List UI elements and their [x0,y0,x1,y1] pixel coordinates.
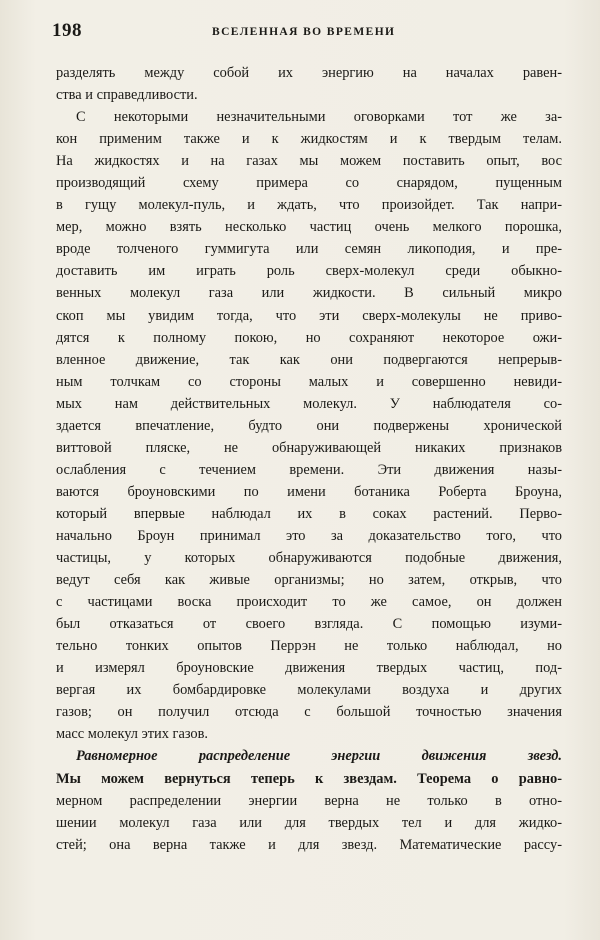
subheading-line [56,745,562,767]
running-title: ВСЕЛЕННАЯ ВО ВРЕМЕНИ [212,26,396,38]
text-line: был отказаться от своего взгляда. С помощью изуми- [56,616,562,633]
text-line: мер, можно взять несколько частиц очень мелкого порошка, [56,219,562,236]
text-line: венных молекул газа или жидкости. В сильный микро [56,285,562,302]
subheading-title: Равномерное распределение энергии движения звезд. [76,748,562,765]
text-line: кон применим также и к жидкостям и к твердым телам. [56,131,562,148]
text-line: частицы, у которых обнаруживаются подобные движения, [56,550,562,567]
text-line: скоп мы увидим тогда, что эти сверх-молекулы не приво- [56,307,562,324]
text-line: На жидкостях и на газах мы можем поставить опыт, вос [56,153,562,170]
body-text [56,62,562,856]
text-line: ваются броуновскими по имени ботаника Роберта Броуна, [56,483,562,500]
text-line: с частицами воска происходит то же самое, он должен [56,594,562,611]
text-line: виттовой пляске, не обнаруживающей никаких признаков [56,439,562,456]
text-line: ства и справедливости. [56,87,198,104]
text-line: тельно тонких опытов Перрэн не только наблюдал, но [56,638,562,655]
text-line: доставить им играть роль сверх-молекул среди обыкно- [56,263,562,280]
text-line: мерном распределении энергии верна не только в отно- [56,792,562,809]
text-line: вленное движение, так как они подвергаются непрерыв- [56,351,562,368]
text-line: вергая их бомбардировке молекулами воздуха и других [56,682,562,699]
text-line: ведут себя как живые организмы; но затем, открыв, что [56,572,562,589]
text-line: шении молекул газа или для твердых тел и для жидко- [56,814,562,831]
subheading-continuation [56,768,562,790]
text-line: ослабления с течением времени. Эти движения назы- [56,461,562,478]
text-line: масс молекул этих газов. [56,726,209,743]
text-line: ным толчкам со стороны малых и совершенно невиди- [56,373,562,390]
text-line: стей; она верна также и для звезд. Математические рассу- [56,836,562,853]
text-line: производящий схему примера со снарядом, пущенным [56,175,562,192]
text-line: мых нам действительных молекул. У наблюдателя со- [56,395,562,412]
text-line: вроде толченого гуммигута или семян ликоподия, и пре- [56,241,562,258]
subheading-text: Мы можем вернуться теперь к звездам. Теорема о равно- [56,770,562,787]
text-line: С некоторыми незначительными оговорками тот же за- [76,109,562,126]
text-line: в гущу молекул-пуль, и ждать, что произойдет. Так напри- [56,197,562,214]
text-line: начально Броун принимал это за доказательство того, что [56,527,562,544]
text-line: и измерял броуновские движения твердых частиц, под- [56,660,562,677]
text-line: который впервые наблюдал их в соках растений. Перво- [56,505,562,522]
page-number: 198 [52,20,82,41]
running-head [50,20,562,46]
text-line: дятся к полному покою, но сохраняют некоторое ожи- [56,329,562,346]
text-line: здается впечатление, будто они подвержены хронической [56,417,562,434]
text-line: газов; он получил отсюда с большой точностью значения [56,704,562,721]
text-line: разделять между собой их энергию на началах равен- [56,65,562,81]
